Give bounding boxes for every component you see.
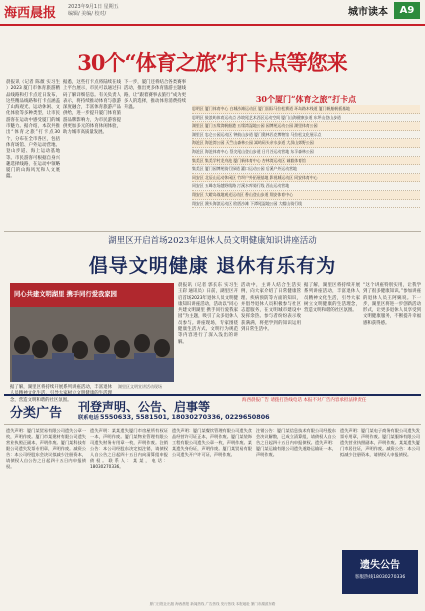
- divider: [4, 231, 421, 232]
- ad-column-5: 遗失声明：厦门某电子商务有限公司遗失发票专用章，声明作废。厦门某服饰有限公司遗失营业执照副本，声明作废。某某遗失厦门市居住证，声明作废。减资公告：本公司拟减少注册资本，请债权人申报债权。: [340, 428, 420, 457]
- article2-column-4: “这个讲座特别实用，让我学到了很多健康知识。”参加讲座的退休人员王阿姨说。下一步，湖里区将进一步创新活动形式，让更多退休人员享受到文明健康服务，不断提升幸福感和获得感。: [363, 283, 421, 326]
- spots-table-row: 思明区 鼓浪屿体育运动点 沙坡尾艺术西区运动空间 厦门山海健康步道 东坪山登山步道: [192, 114, 420, 123]
- main-headline: 30个“体育之旅”打卡点等您来: [77, 50, 347, 75]
- lost-notice-box: [342, 550, 418, 594]
- spots-table-row: 同安区 北辰山运动休闲区 竹坝户外拓展基地 影视城运动区 同安体育中心: [192, 174, 420, 183]
- article2-column-3: 据了解，湖里区将持续开展系列讲座活动，丰富退休人员精神文化生活，引导大家树立文明健康的生活理念，营造文明和谐的社区氛围。: [304, 283, 360, 314]
- section-name: 城市读本: [348, 7, 388, 18]
- lost-notice-title: 遗失公告: [360, 560, 400, 571]
- spots-table-title: 30个厦门“体育之旅”打卡点: [255, 94, 357, 104]
- spots-table-row: 海沧区 海沧体育中心 蔡尖尾山登山步道 日月谷运动营地 东孚森林公园: [192, 148, 420, 157]
- article-column-3: 下一步，厦门还将结合各类赛事活动，推出更多体育旅游主题线路，让“跟着赛事去旅行”成为更多人的选择，推动体育消费持续升温。: [124, 80, 186, 111]
- spots-table-rows: [192, 105, 420, 208]
- spots-table-row: 思明区 厦门体育中心 白城沙滩运动区 厦门国际马拉松赛道 环岛路木栈道 厦门帆船帆板基地: [192, 105, 420, 114]
- newspaper-logo: 海西晨报: [4, 6, 57, 21]
- article2-column-1: 晨报讯（记者 郭长东 实习生 王彩 通讯员）日前，湖里区开启首场2023年退休人员文明健康知识讲座活动，活动以“同心共建文明湖里 携手同行爱我家园”为主题，吸引了众多退休人员参与。讲座现场，专家围绕健康生活方式、文明行为规范等内容进行了深入浅出的讲解。: [178, 283, 238, 345]
- ad-column-1: 遗失声明：厦门某贸易有限公司遗失公章一枚，声明作废。厦门市某建材有限公司遗失营业执照正副本，声明作废。厦门某科技有限公司遗失发票专用章，声明作废。减资公告：本公司经股东会决议拟减少注册资本，请债权人自公告之日起四十五日内申报债权。: [6, 428, 86, 469]
- ad-column-2: 遗失声明：某某遗失厦门市房屋所有权证一本，声明作废。厦门某物业管理有限公司遗失财务专用章一枚，声明作废。注销公告：本公司经股东决定拟注销，请债权人自公告之日起四十五日内向清算组申报债权。联系人：某某，电话：18030270336。: [90, 428, 168, 469]
- masthead-meta: [68, 4, 178, 18]
- article2-headline: 倡导文明健康 退休有乐有为: [88, 255, 337, 277]
- classified-label: 分类广告: [10, 406, 63, 421]
- photo-banner-text: 同心共建文明湖里 携手同行爱我家园: [14, 291, 117, 298]
- event-photo: [10, 283, 174, 382]
- ads-phone-label: 联系电话: [78, 415, 99, 421]
- spots-table-row: 同安区 五峰农场越野线路 汀溪水库骑行线 西山运动营地: [192, 182, 420, 191]
- ad-column-4: 注销公告：厦门某信息技术有限公司经股东会决议解散，已成立清算组，请债权人自公告之日起四十五日内申报债权。遗失声明：厦门某运输有限公司遗失道路运输证一本，声明作废。: [256, 428, 336, 457]
- article2-kicker: 湖里区开启首场2023年退休人员文明健康知识讲座活动: [108, 236, 317, 246]
- spots-table-row: 海沧区 海沧湾公园 天竺山森林公园 嵩屿码头亲水步道 大屏山郊野公园: [192, 139, 420, 148]
- spots-table-row: 集美区 集美学村龙舟池 厦门新体育中心 杏林湾运动区 诚毅体育馆: [192, 157, 420, 166]
- article-column-2: 据悉，这些打卡点将陆续在线上平台展示，市民可以通过扫码了解详细信息。有关负责人表示，将持续推动体育与旅游深度融合，丰富体育旅游产品供给，进一步提升厦门体育旅游品牌影响力，为市民游客提供更加多元的体育休闲体验，助力城市高质量发展。: [63, 80, 121, 136]
- spots-table-row: 湖里区 厦门五缘湾帆船港 五缘湾湿地公园 园博苑运动公园 湖里体育公园: [192, 122, 420, 131]
- ads-subdivider: [4, 424, 421, 425]
- masthead: [0, 0, 425, 26]
- photo-caption: 湖里区文明宣讲活动现场: [118, 384, 162, 389]
- spots-table-row: 翔安区 澳头海滨运动区 欧厝沙滩 下潭尾湿地公园 大帽山骑行线: [192, 200, 420, 209]
- ads-phone-numbers: 5550633, 5581501, 18030270336, 0229650806: [100, 413, 270, 421]
- ad-column-3: 遗失声明：厦门某餐饮管理有限公司遗失食品经营许可证正本，声明作废。厦门某装饰工程有限公司遗失公章一枚，声明作废。某某遗失身份证，声明作废。厦门某贸易有限公司遗失开户许可证，声明作废。: [172, 428, 252, 457]
- page-footer: 厦门日报社出版 海西晨报 新闻热线 广告热线 发行热线 本报地址 厦门市湖滨东路: [149, 602, 276, 606]
- ads-notice: 海西晨报广告 请拨打热线电话 本报不对广告内容承担法律责任: [242, 398, 367, 403]
- spots-table-row: 集美区 厦门园博苑骑行绿道 灌口运动公园 后溪户外运动营地: [192, 165, 420, 174]
- spots-table: [192, 93, 420, 227]
- page-number: A9: [394, 2, 420, 19]
- article2-bottom-line: 据了解，湖里区将持续开展系列讲座活动，丰富退休人员精神文化生活，引导大家树立文明健康的生活理念，营造文明和谐的社区氛围。: [10, 385, 112, 403]
- ads-title: 刊登声明、公告、启事等: [78, 400, 211, 414]
- spots-table-row: 翔安区 大嶝岛战地观光运动区 香山登山步道 翔安体育中心: [192, 191, 420, 200]
- spots-table-row: 湖里区 忠仑公园运动区 钟鼓山步道 厦门奥林匹克博物馆 马拉松文化展示点: [192, 131, 420, 140]
- date-line: 2023年9月1日 星期五: [68, 4, 119, 10]
- meta-line: 编辑/ 美编/ 校对/: [68, 11, 107, 17]
- article-column-1: 晨报讯（记者 陈薇 实习生 ）2023 厦门市体育旅游精品线路和打卡点近日发布，这些精品线路和打卡点涵盖了山海观光、运动休闲、文化体验等多种类型，让市民游客在运动中感受厦门的城市魅力。据介绍，本次共推出“体育之旅”打卡点30个，分布在全市各区，包括体育场馆、户外运动营地、登山步道、海上运动基地等。市民游客可根据自身兴趣选择线路，在运动中领略厦门的山海风光和人文底蕴。: [6, 80, 60, 180]
- article2-column-2: 活动中，主讲人结合生活实例，向大家介绍了日常健康管理、疾病预防等方面的知识，并倡导退休人员积极参与社区志愿服务，在文明城市建设中发挥余热。参与者纷纷表示收获满满，将把学到的知识运用到日常生活中。: [241, 283, 301, 333]
- ads-divider: [4, 394, 421, 396]
- lost-notice-phone: 客服热线18030270336: [354, 575, 406, 580]
